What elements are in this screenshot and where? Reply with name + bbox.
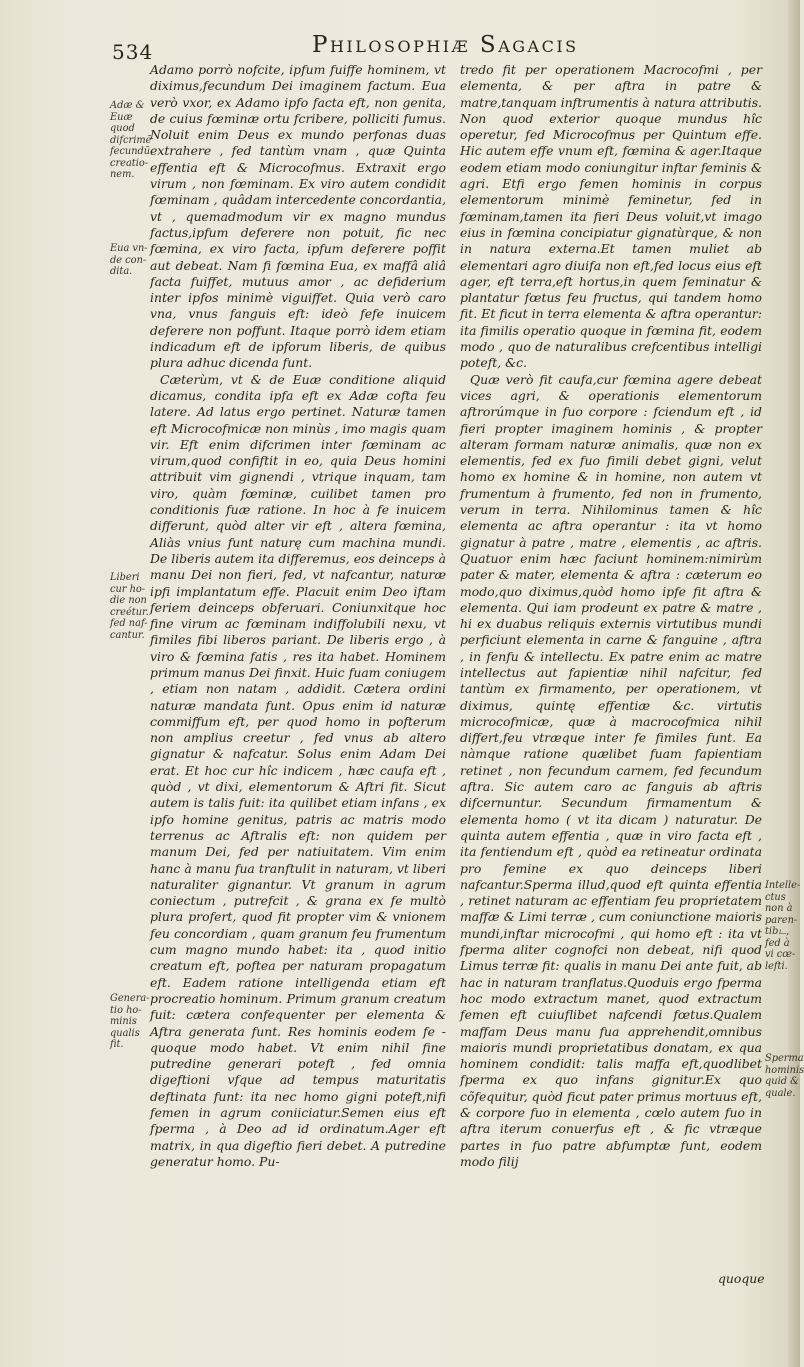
page-number: 534 bbox=[112, 40, 154, 64]
running-title: Philosophiæ Sagacis bbox=[312, 32, 579, 58]
right-column bbox=[460, 62, 762, 1170]
marginal-note: Eua vn-de con-dita. bbox=[110, 243, 148, 277]
marginal-note: Liberi cur ho-die non creétur. fed naf-cantur. bbox=[110, 572, 149, 641]
marginal-note: Intelle-ctus non à paren-tibட, fed à vi cœ-lefti. bbox=[765, 880, 801, 972]
marginal-note: Sperma hominis quid & quale. bbox=[765, 1053, 804, 1099]
paragraph: Quæ verò fit caufa,cur fœmina agere debeat vices agri, & operationis elementorum aftrorúmque in fuo corpore : fciendum eft , id fieri propter imaginem hominis , & propter alteram formam naturæ animalis, quæ non ex elementis, fed ex fuo fimili debet gigni, velut homo ex homine & in homine, non autem vt frumentum à frumento, fed non in frumento, verum in terra. Nihilominus tamen & hîc elementa ac aftra operantur : ita vt homo gignatur à patre , matre , elementis , ac aftris. Quatuor enim hæc faciunt hominem:nimirùm pater & mater, elementa & aftra : cæterum eo modo,quo diximus,quòd homo ipfe fit aftra & elementa. Qui iam prodeunt ex patre & matre , hi ex duabus reliquis externis virtutibus mundi perficiunt elementa in carne & fanguine , aftra , in fenfu & intellectu. Ex patre enim ac matre intellectus aut fapientiæ nihil nafcitur, fed tantùm ex firmamento, per operationem, vt diximus, quintę effentiæ &c. virtutis microcofmicæ, quæ à macrocofmica nihil differt,feu vtræque inter fe fimiles funt. Ea nàmque ratione quælibet fuam fapientiam retinet , non fecundum carnem, fed fecundum aftra. Sic autem caro ac fanguis ab aftris difcernuntur. Secundum firmamentum & elementa homo ( vt ita dicam ) naturatur. De quinta autem effentia , quæ in viro facta eft , ita fentiendum eft , quòd ea retineatur ordinata pro femine ex quo deinceps liberi nafcantur.Sperma illud,quod eft quinta effentia , retinet naturam ac effentiam feu proprietatem maffæ & Limi terræ , cum coniunctione maioris mundi,inftar microcofmi , qui homo eft : ita vt fperma aliter cognofci non debeat, nifi quod Limus terræ fit: qualis in manu Dei ante fuit, ab hac in naturam tranflatus.Quoduis ergo fperma hoc modo extractum manet, quod extractum femen eft cuiuflibet nafcendi fœtus.Qualem maffam Deus manu fua apprehendit,omnibus maioris mundi proprietatibus donatam, ex qua hominem condidit: talis maffa eft,quodlibet fperma ex quo infans gignitur.Ex quo cõfequitur, quòd ficut pater primus mortuus eft, & corpore fuo in elementa , cœlo autem fuo in aftra iterum conuerfus eft , & fic vtræque partes in fuo patre abfumptæ funt, eodem modo filij bbox=[460, 371, 762, 1169]
paragraph: Cæterùm, vt & de Euæ conditione aliquid dicamus, condita ipfa eft ex Adæ cofta feu latere. Ad latus ergo pertinet. Naturæ tamen eft Microcofmicæ non minùs , imo magis quam vir. Eft enim difcrimen inter fœminam ac virum,quod confiftit in eo, quia Deus homini attribuit vim gignendi , vtrique inquam, tam viro, quàm fœminæ, cuilibet tamen pro conditionis fuæ ratione. In hoc à fe inuicem differunt, quòd alter vir eft , altera fœmina, Aliàs vnius funt naturę cum machina mundi. De liberis autem ita differemus, eos deinceps à manu Dei non fieri, fed, vt nafcantur, naturæ ipfi implantatum effe. Placuit enim Deo iftam feriem deinceps obferuari. Coniunxitque hoc fine virum ac fœminam indiffolubili nexu, vt fimiles fibi liberos pariant. De liberis ergo , à viro & fœmina fatis , res ita habet. Hominem primum manus Dei finxit. Huic fuam coniugem , etiam non natam , addidit. Cætera ordini naturæ mandata funt. Opus enim id naturæ commiffum eft, per quod homo in pofterum non amplius creetur , fed vnus ab altero gignatur & nafcatur. Solus enim Adam Dei erat. Et hoc cur hîc indicem , hæc caufa eft , quòd , vt dixi, elementorum & Aftri fit. Sicut autem is talis fuit: ita quilibet etiam infans , ex ipfo homine genitus, patris ac matris modo terrenus ac Aftralis eft: non quidem per manum Dei, fed per natiuitatem. Vim enim hanc à manu fua tranftulit in naturam, vt liberi naturaliter gignantur. Vt granum in agrum coniectum , putrefcit , & grana ex fe multò plura profert, quod fit propter vim & vnionem feu concordiam , quam granum feu frumentum cum magno mundo habet: ita , quod initio creatum eft, poftea per naturam propagatum eft. Eadem ratione intelligenda etiam eft procreatio hominum. Primum granum creatum fuit: cætera confequenter per elementa & Aftra generata funt. Res hominis eodem fe -quoque modo habet. Vt enim nihil fine putredine generari poteft , fed omnia digeftioni vfque ad tempus maturitatis deftinata funt: ita nec homo gigni poteft,nifi femen in agrum coniiciatur.Semen eius eft fperma , à Deo ad id ordinatum.Ager eft matrix, in qua digeftio fieri debet. A putredine generatur homo. Pu- bbox=[150, 371, 446, 1169]
paragraph: Adamo porrò nofcite, ipfum fuiffe hominem, vt diximus,fecundum Dei imaginem factum. Eua verò vxor, ex Adamo ipfo facta eft, non genita, de cuius fœminæ ortu fcribere, polliciti fumus. Noluit enim Deus ex mundo perfonas duas extrahere , fed tantùm vnam , quæ Quinta effentia eft & Microcofmus. Extraxit ergo virum , non fœminam. Ex viro autem condidit fœminam , quâdam intercedente concordantia, vt , quemadmodum vir ex magno mundus factus,ipfum deferere non potuit, fic nec fœmina, ex viro facta, ipfum deferere poffit aut debeat. Nam fi fœmina Eua, ex maffâ aliâ facta fuiffet, mutuus amor , ac defiderium inter ipfos minimè viguiffet. Quia verò caro vna, vnus fanguis eft: ideò fefe inuicem deferere non poffunt. Itaque porrò idem etiam indicadum eft de ipforum liberis, de quibus plura adhuc dicenda funt. bbox=[150, 62, 447, 371]
catchword: quoque bbox=[718, 1271, 765, 1286]
page-header bbox=[112, 30, 752, 62]
paragraph: tredo fit per operationem Macrocofmi , per elementa, & per aftra in patre & matre,tanquam inftrumentis à natura attributis. Non quod exterior quoque mundus hîc operetur, fed Microcofmus per Quintum effe. Hic autem effe vnum eft, fœmina & ager.Itaque eodem etiam modo coniungitur inftar feminis & agri. Etfi ergo femen hominis in corpus elementorum minimè feminetur, fed in fœminam,tamen ita fieri Deus voluit,vt imago eius in fœmina concipiatur gignatùrque, & non in natura externa.Et tamen muliet ab elementari agro diuifa non eft,fed locus eius eft ager, eft terra,eft hortus,in quem feminatur & plantatur fœtus feu fructus, qui tandem homo fit. Et ficut in terra elementa & aftra operantur: ita fimilis operatio quoque in fœmina fit, eodem modo , quo de naturalibus crefcentibus intelligi poteft, &c. bbox=[460, 62, 762, 371]
left-column bbox=[150, 62, 446, 1170]
marginal-note: Genera-tio ho-minis qualis fit. bbox=[110, 993, 150, 1050]
page-edge bbox=[788, 0, 800, 1367]
marginal-note: Adæ & Euæ quod difcrimẽ fecundũ creatio-nem. bbox=[110, 100, 152, 180]
